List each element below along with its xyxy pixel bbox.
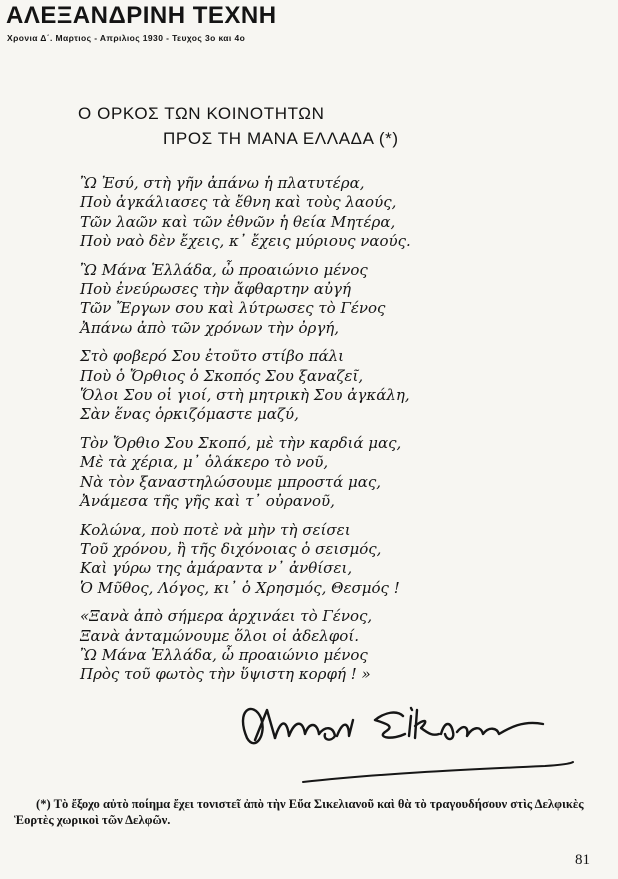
poem-line: Ὁ Μῦθος, Λόγος, κι᾽ ὁ Χρησμός, Θεσμός ! — [80, 578, 400, 597]
poem-line: Ὢ Ἐσύ, στὴ γῆν ἀπάνω ἡ πλατυτέρα, — [80, 174, 365, 192]
footnote: (*) Τὸ ἔξοχο αὐτὸ ποίημα ἔχει τονιστεῖ ἀπὸ τὴν Εὔα Σικελιανοῦ καὶ θὰ τὸ τραγουδήσουν στὶς Δελφικὲς Ἑορτὲς χωρικοὶ τῶν Δελφῶν. — [14, 797, 584, 827]
masthead: ΑΛΕΞΑΝΔΡΙΝΗ ΤΕΧΝΗ — [6, 2, 277, 29]
stanza — [80, 174, 411, 252]
poem-line: Πρὸς τοῦ φωτὸς τὴν ὕψιστη κορφή ! » — [80, 665, 371, 684]
stanza — [80, 347, 411, 425]
poem-line: Κολώνα, ποὺ ποτὲ νὰ μὴν τὴ σείσει — [80, 520, 351, 539]
poem-line: Καὶ γύρω της ἀμάραντα ν᾽ ἀνθίσει, — [80, 559, 353, 578]
page-number: 81 — [575, 852, 590, 868]
poem-line: Ξανὰ ἀνταμώνουμε ὅλοι οἱ ἀδελφοί. — [80, 626, 359, 645]
poem-line: Τῶν Ἔργων σου καὶ λύτρωσες τὸ Γένος — [80, 299, 386, 318]
poem-line: Ὅλοι Σου οἱ γιοί, στὴ μητρικὴ Σου ἀγκάλη, — [80, 386, 410, 405]
poem-line: Τῶν λαῶν καὶ τῶν ἐθνῶν ἡ θεία Μητέρα, — [80, 212, 396, 231]
poem-line: Ποὺ ὁ Ὄρθιος ὁ Σκοπός Σου ξαναζεῖ, — [80, 366, 364, 385]
poem-line: Στὸ φοβερό Σου ἐτοῦτο στίβο πάλι — [80, 347, 344, 366]
poem-title-line1: Ο ΟΡΚΟΣ ΤΩΝ ΚΟΙΝΟΤΗΤΩΝ — [78, 104, 325, 123]
poem-line: Ὢ Μάνα Ἑλλάδα, ὦ προαιώνιο μένος — [80, 260, 368, 279]
poem-line: Ποὺ ναὸ δὲν ἔχεις, κ᾽ ἔχεις μύριους ναούς. — [80, 232, 411, 251]
poem-line: Ἀπάνω ἀπὸ τῶν χρόνων τὴν ὀργή, — [80, 318, 340, 337]
poem-line: Ἀνάμεσα τῆς γῆς καὶ τ᾽ οὐρανοῦ, — [80, 492, 335, 511]
poem-line: Νὰ τὸν ξαναστηλώσουμε μπροστά μας, — [80, 472, 382, 491]
poem-line: Τὸν Ὄρθιο Σου Σκοπό, μὲ τὴν καρδιά μας, — [80, 433, 402, 452]
handwritten-signature — [225, 690, 575, 795]
stanza — [80, 521, 411, 599]
stanza — [80, 261, 411, 339]
poem-line: Σὰν ἕνας ὁρκιζόμαστε μαζύ, — [80, 405, 299, 424]
poem-body — [80, 174, 411, 694]
poem-line: Ὢ Μάνα Ἑλλάδα, ὦ προαιώνιο μένος — [80, 645, 368, 664]
stanza — [80, 434, 411, 512]
poem-line: Ποὺ ἀγκάλιασες τὰ ἔθνη καὶ τοὺς λαούς, — [80, 193, 397, 212]
poem-line: Ποὺ ἐνεύρωσες τὴν ἄφθαρτην αὐγή — [80, 280, 351, 299]
stanza — [80, 607, 411, 685]
poem-line: «Ξανὰ ἀπὸ σήμερα ἀρχινάει τὸ Γένος, — [80, 607, 373, 626]
poem-title-line2: ΠΡΟΣ ΤΗ ΜΑΝΑ ΕΛΛΑΔΑ (*) — [163, 129, 399, 148]
poem-line: Μὲ τὰ χέρια, μ᾽ ὁλάκερο τὸ νοῦ, — [80, 453, 329, 472]
issue-line: Χρονια Δ΄. Μαρτιος - Απριλιος 1930 - Τευχος 3ο και 4ο — [7, 33, 246, 43]
poem-line: Τοῦ χρόνου, ἢ τῆς διχόνοιας ὁ σεισμός, — [80, 539, 382, 558]
